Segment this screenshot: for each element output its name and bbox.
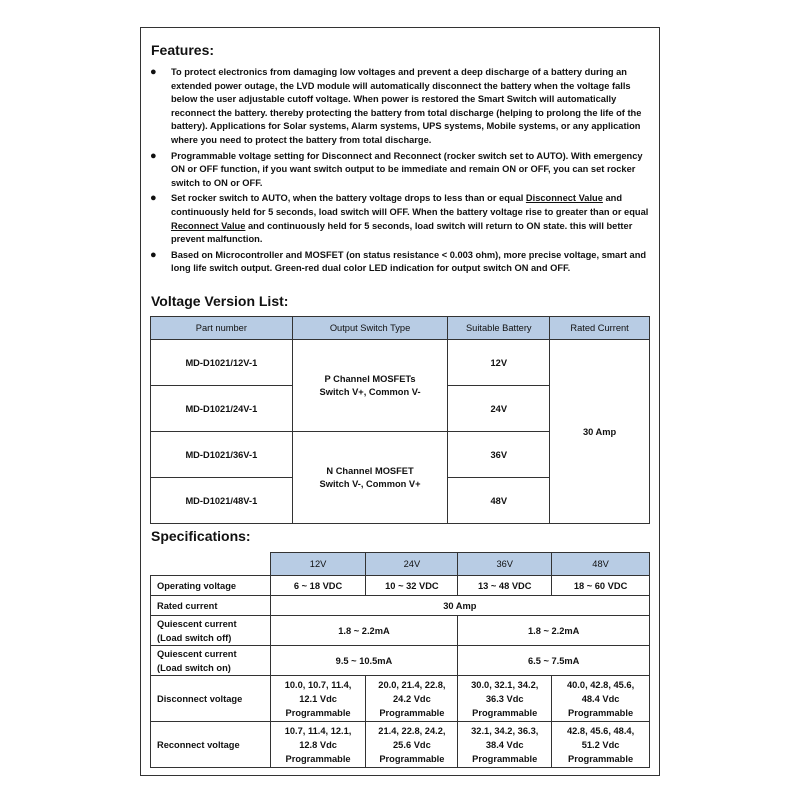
part-number-cell: MD-D1021/24V-1 (151, 386, 293, 432)
battery-cell: 48V (448, 478, 550, 524)
disconnect-voltage-cell: 20.0, 21.4, 22.8, 24.2 Vdc Programmable (366, 676, 458, 722)
reconnect-value-term: Reconnect Value (171, 220, 246, 231)
reconnect-voltage-cell: 32.1, 34.2, 36.3, 38.4 Vdc Programmable (458, 722, 552, 768)
header-output-switch-type: Output Switch Type (292, 317, 448, 340)
bullet-icon: ● (150, 192, 157, 205)
reconnect-voltage-cell: 42.8, 45.6, 48.4, 51.2 Vdc Programmable (552, 722, 650, 768)
operating-voltage-cell: 18 ~ 60 VDC (552, 576, 650, 596)
disconnect-voltage-label: Disconnect voltage (151, 676, 271, 722)
spec-header-36v: 36V (458, 553, 552, 576)
operating-voltage-label: Operating voltage (151, 576, 271, 596)
rated-current-value: 30 Amp (270, 596, 649, 616)
operating-voltage-cell: 10 ~ 32 VDC (366, 576, 458, 596)
bullet-icon: ● (150, 149, 157, 162)
disconnect-voltage-cell: 30.0, 32.1, 34.2, 36.3 Vdc Programmable (458, 676, 552, 722)
battery-cell: 12V (448, 340, 550, 386)
quiescent-off-low-cell: 1.8 ~ 2.2mA (270, 616, 458, 646)
empty-corner-cell (151, 553, 271, 576)
disconnect-voltage-cell: 40.0, 42.8, 45.6, 48.4 Vdc Programmable (552, 676, 650, 722)
rated-current-label: Rated current (151, 596, 271, 616)
spec-header-12v: 12V (270, 553, 366, 576)
quiescent-on-label: Quiescent current (Load switch on) (151, 646, 271, 676)
header-suitable-battery: Suitable Battery (448, 317, 550, 340)
feature-item-3: ● Set rocker switch to AUTO, when the battery voltage drops to less than or equal Disconnect Value and continuously held for 5 seconds, load switch will OFF. When the battery voltage rise to greater than or equal Reconnect Value and continuously held for 5 seconds, load switch will return to ON state. this will better prevent malfunction. (150, 192, 649, 245)
specifications-heading: Specifications: (151, 528, 251, 544)
feature-item-2: ● Programmable voltage setting for Disconnect and Reconnect (rocker switch set to AUTO). With emergency ON or OFF function, if you want switch output to be immediate and remain ON or OFF, you can set rocker switch to ON or OFF. (150, 149, 643, 188)
feature-item-4: ● Based on Microcontroller and MOSFET (on status resistance < 0.003 ohm), more precise voltage, smart and long life switch output. Green-red dual color LED indication for output switch ON and OFF. (150, 248, 647, 274)
quiescent-off-high-cell: 1.8 ~ 2.2mA (458, 616, 650, 646)
rated-current-cell: 30 Amp (550, 340, 650, 524)
operating-voltage-cell: 6 ~ 18 VDC (270, 576, 366, 596)
header-rated-current: Rated Current (550, 317, 650, 340)
battery-cell: 36V (448, 432, 550, 478)
disconnect-voltage-cell: 10.0, 10.7, 11.4, 12.1 Vdc Programmable (270, 676, 366, 722)
quiescent-off-label: Quiescent current (Load switch off) (151, 616, 271, 646)
voltage-version-table (150, 316, 650, 524)
features-heading: Features: (151, 42, 215, 58)
reconnect-voltage-label: Reconnect voltage (151, 722, 271, 768)
battery-cell: 24V (448, 386, 550, 432)
voltage-list-heading: Voltage Version List: (151, 293, 289, 309)
switch-type-n-cell: N Channel MOSFET Switch V-, Common V+ (292, 432, 448, 524)
bullet-icon: ● (150, 248, 157, 261)
part-number-cell: MD-D1021/12V-1 (151, 340, 293, 386)
spec-header-24v: 24V (366, 553, 458, 576)
part-number-cell: MD-D1021/48V-1 (151, 478, 293, 524)
part-number-cell: MD-D1021/36V-1 (151, 432, 293, 478)
header-part-number: Part number (151, 317, 293, 340)
feature-item-1: ● To protect electronics from damaging low voltages and prevent a deep discharge of a battery during an extended power outage, the LVD module will automatically disconnect the battery when the voltage falls below the user adjustable cutoff voltage. When power is restored the Smart Switch will automatically reconnect the battery. thereby protecting the battery from total discharge (helping to prolong the life of the battery). Applications for Solar systems, Alarm systems, UPS systems, Mobile systems, or any application where you need to protect the battery from total discharge. (150, 66, 642, 145)
disconnect-value-term: Disconnect Value (525, 193, 603, 204)
spec-header-48v: 48V (552, 553, 650, 576)
features-list (149, 66, 654, 278)
operating-voltage-cell: 13 ~ 48 VDC (458, 576, 552, 596)
quiescent-on-high-cell: 6.5 ~ 7.5mA (458, 646, 650, 676)
bullet-icon: ● (150, 66, 157, 78)
switch-type-p-cell: P Channel MOSFETs Switch V+, Common V- (292, 340, 448, 432)
specifications-table (150, 552, 650, 768)
reconnect-voltage-cell: 21.4, 22.8, 24.2, 25.6 Vdc Programmable (366, 722, 458, 768)
quiescent-on-low-cell: 9.5 ~ 10.5mA (270, 646, 458, 676)
reconnect-voltage-cell: 10.7, 11.4, 12.1, 12.8 Vdc Programmable (270, 722, 366, 768)
